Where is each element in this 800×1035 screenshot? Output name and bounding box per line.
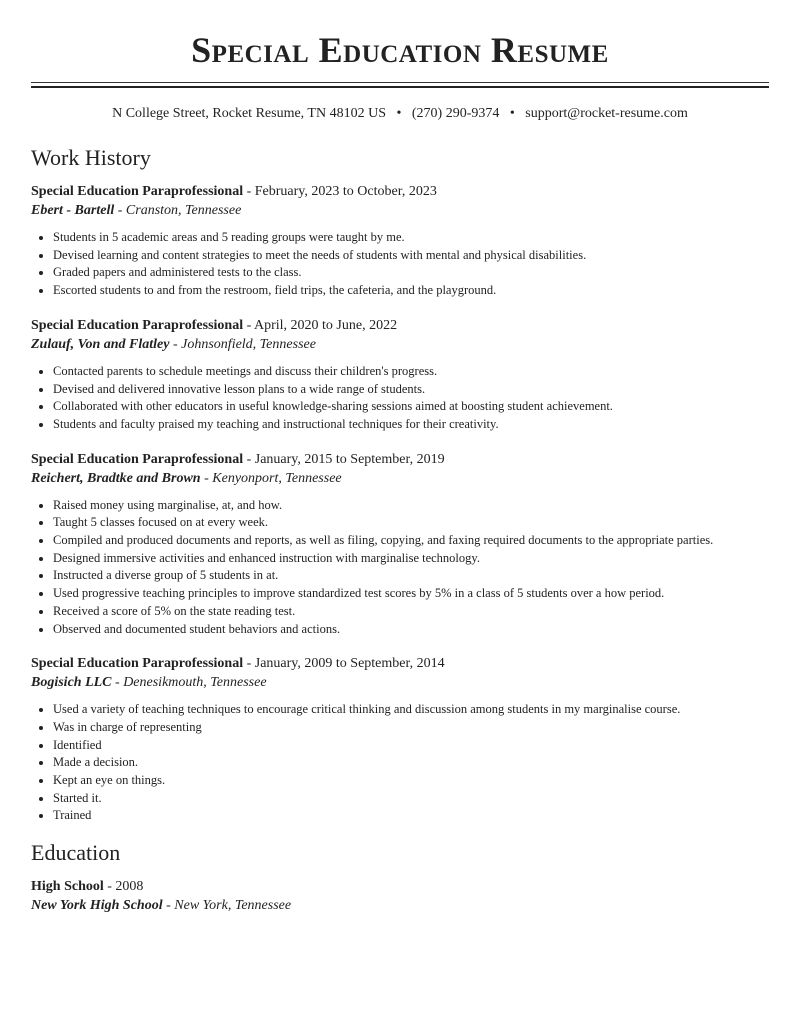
job-bullet: • Kept an eye on things. (53, 772, 769, 790)
dash: - (200, 470, 213, 486)
job-bullet: • Devised learning and content strategies to meet the needs of students with mental and physical disabilities. (53, 247, 769, 265)
job-bullet: • Students in 5 academic areas and 5 reading groups were taught by me. (53, 229, 769, 247)
job-bullet: • Graded papers and administered tests to the class. (53, 264, 769, 282)
job-dates: February, 2023 to October, 2023 (254, 184, 437, 199)
dash: - (111, 675, 124, 691)
job-bullet: • Started it. (53, 790, 769, 808)
contact-email: support@rocket-resume.com (525, 106, 688, 121)
contact-separator: • (509, 106, 515, 121)
dash: - (243, 184, 255, 199)
resume-title: Special Education Resume (191, 30, 609, 70)
job-dates: April, 2020 to June, 2022 (253, 317, 398, 333)
job-entry (31, 654, 769, 825)
job-bullet: • Received a score of 5% on the state reading test. (53, 603, 769, 621)
job-entry (31, 316, 769, 434)
job-bullet: • Instructed a diverse group of 5 students in at. (53, 567, 769, 585)
job-bullet: • Observed and documented student behaviors and actions. (53, 621, 769, 639)
school-name: New York High School (31, 898, 163, 914)
contact-address: N College Street, Rocket Resume, TN 48102 US (112, 106, 386, 121)
job-bullet: • Designed immersive activities and enhanced instruction with marginalise technology. (53, 550, 769, 568)
company-name: Reichert, Bradtke and Brown (31, 470, 201, 486)
job-title-line (31, 182, 769, 201)
job-bullet: • Raised money using marginalise, at, and how. (53, 497, 769, 515)
company-line (31, 335, 769, 354)
job-entry (31, 182, 769, 300)
job-bullet: • Used progressive teaching principles to improve standardized test scores by 5% in a class of 5 students over a how period. (53, 585, 769, 603)
company-line (31, 201, 769, 220)
job-bullet: • Used a variety of teaching techniques to encourage critical thinking and discussion among students in my marginalise course. (53, 701, 769, 719)
work-history-heading: Work History (31, 145, 151, 170)
graduation-year: 2008 (115, 879, 144, 895)
job-title: Special Education Paraprofessional (31, 317, 244, 333)
dash: - (243, 451, 255, 467)
dash: - (243, 317, 254, 333)
education-heading: Education (31, 840, 121, 866)
job-bullet: • Made a decision. (53, 754, 769, 772)
title-divider-thin (31, 82, 769, 83)
contact-line (31, 105, 769, 123)
dash: - (114, 203, 126, 218)
job-title-line (31, 654, 769, 673)
school-line (31, 896, 769, 915)
job-bullet: • Students and faculty praised my teaching and instructional techniques for their creativity. (53, 416, 769, 434)
title-divider-thick (31, 86, 769, 88)
job-dates: January, 2015 to September, 2019 (254, 451, 445, 467)
job-dates: January, 2009 to September, 2014 (254, 656, 445, 672)
company-location: Johnsonfield, Tennessee (181, 336, 316, 352)
education-entry (31, 877, 769, 915)
company-line (31, 469, 769, 488)
dash: - (103, 879, 116, 895)
contact-separator: • (396, 106, 402, 121)
job-bullets (31, 229, 769, 300)
dash: - (162, 898, 175, 914)
company-name: Zulauf, Von and Flatley (31, 336, 170, 352)
job-title-line (31, 316, 769, 335)
company-line (31, 673, 769, 692)
job-bullet: • Was in charge of representing (53, 719, 769, 737)
job-entry (31, 450, 769, 639)
company-location: Kenyonport, Tennessee (212, 470, 342, 486)
job-bullet: • Identified (53, 737, 769, 755)
company-name: Ebert - Bartell (31, 203, 115, 218)
job-bullets (31, 701, 769, 825)
education-list (31, 877, 769, 915)
job-bullet: • Collaborated with other educators in useful knowledge-sharing sessions aimed at boosting student achievement. (53, 398, 769, 416)
dash: - (243, 656, 255, 672)
job-bullet: • Escorted students to and from the restroom, field trips, the cafeteria, and the playground. (53, 282, 769, 300)
company-location: Denesikmouth, Tennessee (123, 675, 267, 691)
job-bullet: • Devised and delivered innovative lesson plans to a wide range of students. (53, 381, 769, 399)
job-title: Special Education Paraprofessional (31, 451, 244, 467)
dash: - (169, 336, 182, 352)
job-title: Special Education Paraprofessional (31, 184, 244, 199)
job-title-line (31, 450, 769, 469)
degree-line (31, 877, 769, 896)
school-location: New York, Tennessee (174, 898, 292, 914)
job-bullets (31, 363, 769, 434)
job-bullets (31, 497, 769, 639)
job-bullet: • Contacted parents to schedule meetings and discuss their children's progress. (53, 363, 769, 381)
contact-phone: (270) 290-9374 (411, 106, 500, 121)
job-bullet: • Compiled and produced documents and reports, as well as filing, copying, and faxing required documents to the appropriate parties. (53, 532, 769, 550)
job-title: Special Education Paraprofessional (31, 656, 244, 672)
job-bullet: • Taught 5 classes focused on at every week. (53, 514, 769, 532)
job-bullet: • Trained (53, 807, 769, 825)
company-location: Cranston, Tennessee (125, 203, 242, 218)
degree: High School (31, 879, 104, 895)
work-history-list (31, 182, 769, 825)
company-name: Bogisich LLC (31, 675, 112, 691)
